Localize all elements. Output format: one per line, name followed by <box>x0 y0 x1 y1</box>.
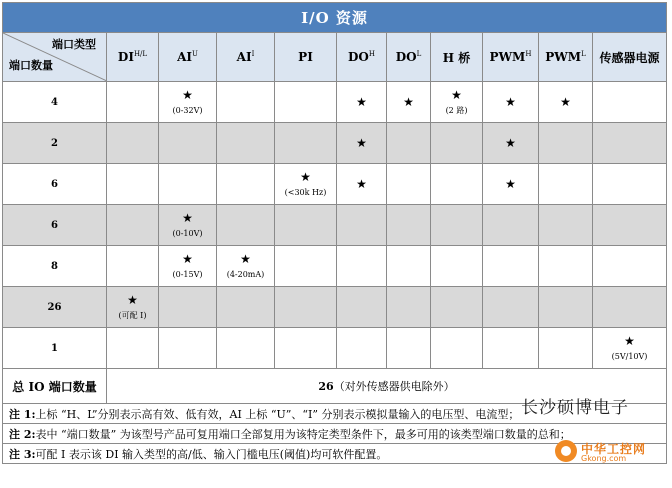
column-header-9 <box>593 33 667 82</box>
cell-content <box>505 95 516 109</box>
column-header-sup: L <box>416 50 422 58</box>
resource-cell <box>539 123 593 164</box>
resource-cell <box>217 164 275 205</box>
column-header-label: DO <box>395 50 417 64</box>
cell-content <box>612 334 648 362</box>
resource-cell <box>431 246 483 287</box>
column-header-sup: H/L <box>133 50 148 58</box>
column-header-0 <box>107 33 159 82</box>
cell-content <box>119 293 147 321</box>
star-icon: ★ <box>240 252 251 266</box>
cell-content <box>173 211 203 239</box>
cell-range-note: (0-10V) <box>172 229 203 238</box>
port-count-cell: 4 <box>3 82 107 123</box>
star-icon: ★ <box>182 211 193 225</box>
cell-content <box>446 88 468 116</box>
port-count-label: 端口数量 <box>9 59 53 72</box>
star-icon: ★ <box>356 95 367 109</box>
resource-cell <box>539 82 593 123</box>
port-count-cell: 6 <box>3 205 107 246</box>
column-header-sup: U <box>192 50 198 58</box>
resource-cell <box>387 328 431 369</box>
column-header-5 <box>387 33 431 82</box>
resource-cell <box>387 123 431 164</box>
resource-cell <box>593 287 667 328</box>
resource-cell <box>593 205 667 246</box>
resource-cell <box>217 82 275 123</box>
star-icon: ★ <box>560 95 571 109</box>
star-icon: ★ <box>505 95 516 109</box>
resource-cell <box>107 246 159 287</box>
resource-cell <box>593 328 667 369</box>
resource-cell <box>107 82 159 123</box>
table-row <box>3 287 667 328</box>
resource-cell <box>107 123 159 164</box>
resource-cell <box>159 246 217 287</box>
resource-cell <box>593 164 667 205</box>
cell-content <box>173 88 203 116</box>
resource-cell <box>217 205 275 246</box>
resource-cell <box>387 246 431 287</box>
star-icon: ★ <box>182 252 193 266</box>
resource-cell <box>159 287 217 328</box>
column-header-6 <box>431 33 483 82</box>
resource-cell <box>539 205 593 246</box>
resource-cell <box>483 246 539 287</box>
resource-cell <box>539 164 593 205</box>
resource-cell <box>159 82 217 123</box>
resource-cell <box>337 205 387 246</box>
gear-icon <box>555 440 577 462</box>
table-row <box>3 123 667 164</box>
cell-range-note: (2 路) <box>445 106 468 115</box>
resource-cell <box>483 287 539 328</box>
resource-cell <box>275 246 337 287</box>
logo-name: 中华工控网 <box>581 442 647 456</box>
watermark-text: 长沙硕博电子 <box>521 398 629 418</box>
star-icon: ★ <box>300 170 311 184</box>
cell-content <box>505 177 516 191</box>
resource-cell <box>539 287 593 328</box>
table-title: I/O 资源 <box>3 3 667 33</box>
note-text: 可配 I 表示该 DI 输入类型的高/低、输入门槛电压(阈值)均可软件配置。 <box>35 447 388 461</box>
star-icon: ★ <box>403 95 414 109</box>
note-text: 表中 “端口数量” 为该型号产品可复用端口全部复用为该特定类型条件下，最多可用的该类型端口数量的总和； <box>35 427 571 441</box>
column-header-2 <box>217 33 275 82</box>
cell-content <box>356 95 367 109</box>
column-header-label: H 桥 <box>442 50 471 65</box>
resource-cell <box>159 328 217 369</box>
column-header-label: DO <box>348 50 369 64</box>
resource-cell <box>431 205 483 246</box>
resource-cell <box>107 205 159 246</box>
star-icon: ★ <box>182 88 193 102</box>
column-header-8 <box>539 33 593 82</box>
resource-cell <box>275 82 337 123</box>
resource-cell <box>107 328 159 369</box>
resource-cell <box>337 287 387 328</box>
resource-cell <box>337 246 387 287</box>
column-header-sup: L <box>581 50 586 58</box>
resource-cell <box>483 164 539 205</box>
resource-cell <box>387 205 431 246</box>
star-icon: ★ <box>624 334 635 348</box>
star-icon: ★ <box>356 136 367 150</box>
resource-cell <box>275 287 337 328</box>
resource-cell <box>593 82 667 123</box>
cell-content <box>173 252 203 280</box>
resource-cell <box>159 164 217 205</box>
resource-cell <box>275 205 337 246</box>
resource-cell <box>217 246 275 287</box>
resource-cell <box>539 246 593 287</box>
logo-sub: Gkong.com <box>581 454 627 463</box>
resource-cell <box>483 82 539 123</box>
resource-cell <box>337 164 387 205</box>
column-header-1 <box>159 33 217 82</box>
total-label: 总 IO 端口数量 <box>3 369 107 404</box>
resource-cell <box>387 164 431 205</box>
cell-range-note: (0-15V) <box>172 270 203 279</box>
column-header-label: AI <box>236 50 252 64</box>
cell-content <box>227 252 265 280</box>
cell-range-note: (5V/10V) <box>611 352 648 361</box>
resource-cell <box>539 328 593 369</box>
resource-cell <box>217 123 275 164</box>
total-value: 26 <box>318 380 334 393</box>
resource-cell <box>483 123 539 164</box>
table-row <box>3 246 667 287</box>
port-count-cell: 26 <box>3 287 107 328</box>
resource-cell <box>431 82 483 123</box>
corner-header-cell <box>3 33 107 82</box>
resource-cell <box>387 287 431 328</box>
column-header-sup: I <box>251 50 255 58</box>
column-header-sup: H <box>525 50 532 58</box>
resource-cell <box>107 164 159 205</box>
table-row <box>3 205 667 246</box>
resource-cell <box>431 287 483 328</box>
resource-cell <box>107 287 159 328</box>
note-label: 注 3: <box>9 447 36 461</box>
resource-cell <box>483 205 539 246</box>
note-label: 注 1: <box>9 407 36 421</box>
note-text: 上标 “H、L”分别表示高有效、低有效，AI 上标 “U”、“I” 分别表示模拟量输入的电压型、电流型； <box>35 407 520 421</box>
cell-content <box>560 95 571 109</box>
cell-range-note: (可配 I) <box>118 311 147 320</box>
resource-cell <box>159 123 217 164</box>
resource-cell <box>159 205 217 246</box>
column-header-4 <box>337 33 387 82</box>
column-header-7 <box>483 33 539 82</box>
star-icon: ★ <box>505 136 516 150</box>
star-icon: ★ <box>505 177 516 191</box>
cell-range-note: (<30k Hz) <box>284 188 327 197</box>
table-row <box>3 164 667 205</box>
note-label: 注 2: <box>9 427 36 441</box>
star-icon: ★ <box>451 88 462 102</box>
port-type-label: 端口类型 <box>52 38 96 51</box>
star-icon: ★ <box>356 177 367 191</box>
cell-range-note: (4-20mA) <box>226 270 265 279</box>
resource-cell <box>275 123 337 164</box>
column-header-label: PWM <box>545 50 582 64</box>
port-count-cell: 1 <box>3 328 107 369</box>
resource-cell <box>483 328 539 369</box>
cell-content <box>285 170 327 198</box>
port-count-cell: 2 <box>3 123 107 164</box>
resource-cell <box>337 328 387 369</box>
column-header-label: 传感器电源 <box>599 50 660 65</box>
resource-cell <box>431 164 483 205</box>
cell-content <box>356 177 367 191</box>
column-header-3 <box>275 33 337 82</box>
table-row <box>3 328 667 369</box>
resource-cell <box>431 328 483 369</box>
star-icon: ★ <box>127 293 138 307</box>
column-header-label: DI <box>117 50 134 64</box>
table-row <box>3 82 667 123</box>
column-header-label: AI <box>177 50 193 64</box>
cell-content <box>403 95 414 109</box>
cell-content <box>356 136 367 150</box>
total-note: （对外传感器供电除外） <box>333 380 455 393</box>
column-header-label: PI <box>298 50 313 64</box>
resource-cell <box>337 123 387 164</box>
cell-range-note: (0-32V) <box>172 106 203 115</box>
resource-cell <box>593 246 667 287</box>
resource-cell <box>593 123 667 164</box>
resource-cell <box>337 82 387 123</box>
port-count-cell: 8 <box>3 246 107 287</box>
resource-cell <box>275 328 337 369</box>
site-logo <box>555 440 665 466</box>
resource-cell <box>387 82 431 123</box>
resource-cell <box>217 328 275 369</box>
port-count-cell: 6 <box>3 164 107 205</box>
column-header-sup: H <box>368 50 375 58</box>
cell-content <box>505 136 516 150</box>
resource-cell <box>275 164 337 205</box>
resource-cell <box>431 123 483 164</box>
column-header-label: PWM <box>489 50 526 64</box>
resource-cell <box>217 287 275 328</box>
